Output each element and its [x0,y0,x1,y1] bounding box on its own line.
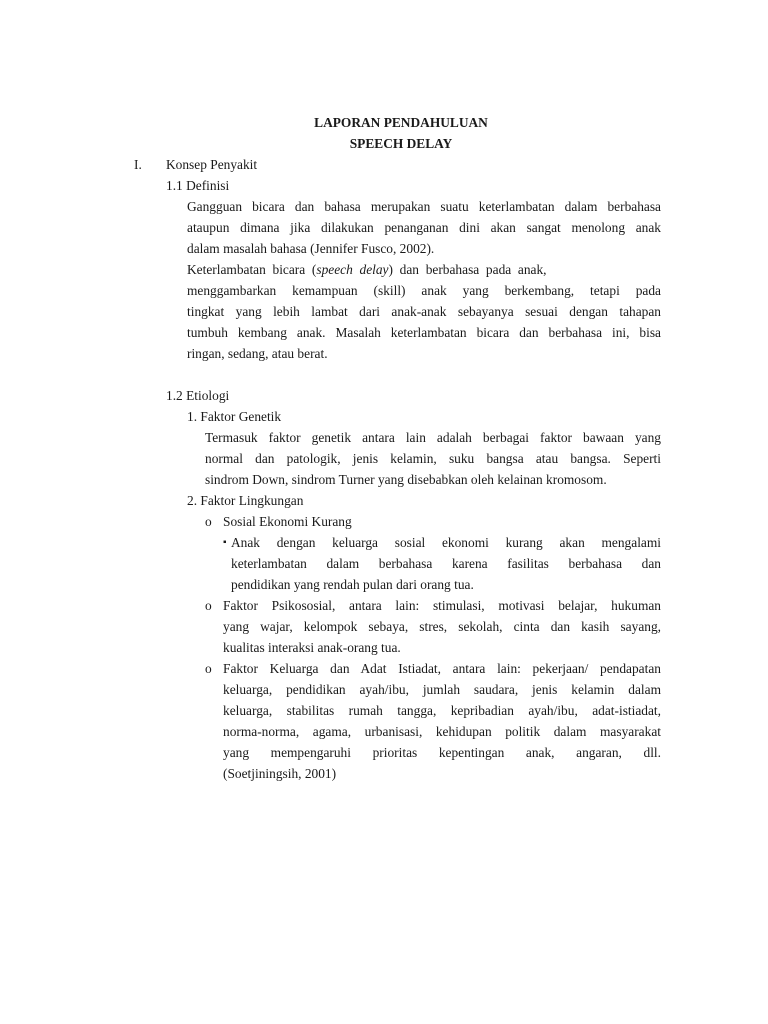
psikososial-line: yang wajar, kelompok sebaya, stres, sekolah, cinta dan kasih sayang, [223,619,661,634]
keluarga-adat-line: Faktor Keluarga dan Adat Istiadat, antara lain: pekerjaan/ pendapatan [223,661,661,676]
definisi-p2-pre: Keterlambatan bicara ( [187,262,317,277]
definisi-p1-line: Gangguan bicara dan bahasa merupakan suatu keterlambatan dalam berbahasa [187,199,661,214]
definisi-p1-line: ataupun dimana jika dilakukan penanganan dini akan sangat menolong anak [187,220,661,235]
sosial-ekonomi-line: pendidikan yang rendah pulan dari orang tua. [231,577,474,592]
psikososial-line: Faktor Psikososial, antara lain: stimulasi, motivasi belajar, hukuman [223,598,661,613]
sosial-ekonomi-label: Sosial Ekonomi Kurang [223,514,352,529]
faktor-lingkungan-label: 2. Faktor Lingkungan [187,493,304,508]
faktor-genetik-line: sindrom Down, sindrom Turner yang disebabkan oleh kelainan kromosom. [205,472,607,487]
section-numeral: I. [134,157,142,172]
bullet-circle-icon: o [205,598,212,613]
doc-subtitle: SPEECH DELAY [349,136,453,151]
definisi-p2-first-line [187,259,661,280]
definisi-p2-line: tumbuh kembang anak. Masalah keterlambatan bicara dan berbahasa ini, bisa [187,325,661,340]
definisi-p2-post: ) dan berbahasa pada anak, [388,262,547,277]
keluarga-adat-line: keluarga, pendidikan ayah/ibu, jumlah saudara, jenis kelamin dalam [223,682,661,697]
definisi-heading: 1.1 Definisi [166,178,230,193]
keluarga-adat-line: keluarga, stabilitas rumah tangga, kepribadian ayah/ibu, adat-istiadat, [223,703,661,718]
definisi-p2-line: tingkat yang lebih lambat dari anak-anak sebayanya sesuai dengan tahapan [187,304,661,319]
keluarga-adat-line: yang mempengaruhi prioritas kepentingan anak, angaran, dll. [223,745,661,760]
keluarga-adat-line: norma-norma, agama, urbanisasi, kehidupan politik dalam masyarakat [223,724,661,739]
doc-title: LAPORAN PENDAHULUAN [314,115,488,130]
definisi-p1-line: dalam masalah bahasa (Jennifer Fusco, 2002). [187,241,435,256]
definisi-p2-text [187,259,547,280]
faktor-genetik-line: normal dan patologik, jenis kelamin, suku bangsa atau bangsa. Seperti [205,451,661,466]
bullet-circle-icon: o [205,661,212,676]
keluarga-adat-citation: (Soetjiningsih, 2001) [223,766,337,781]
faktor-genetik-line: Termasuk faktor genetik antara lain adalah berbagai faktor bawaan yang [205,430,661,445]
bullet-circle-icon: o [205,514,212,529]
bullet-square-icon: ▪ [223,537,227,548]
section-heading: Konsep Penyakit [166,157,258,172]
etiologi-heading: 1.2 Etiologi [166,388,230,403]
definisi-p2-italic: speech delay [316,262,389,277]
faktor-genetik-label: 1. Faktor Genetik [187,409,282,424]
definisi-p2-line: ringan, sedang, atau berat. [187,346,328,361]
definisi-p2-line: menggambarkan kemampuan (skill) anak yang berkembang, tetapi pada [187,283,661,298]
sosial-ekonomi-line: Anak dengan keluarga sosial ekonomi kurang akan mengalami [231,535,661,550]
psikososial-line: kualitas interaksi anak-orang tua. [223,640,401,655]
sosial-ekonomi-line: keterlambatan dalam berbahasa karena fasilitas berbahasa dan [231,556,661,571]
